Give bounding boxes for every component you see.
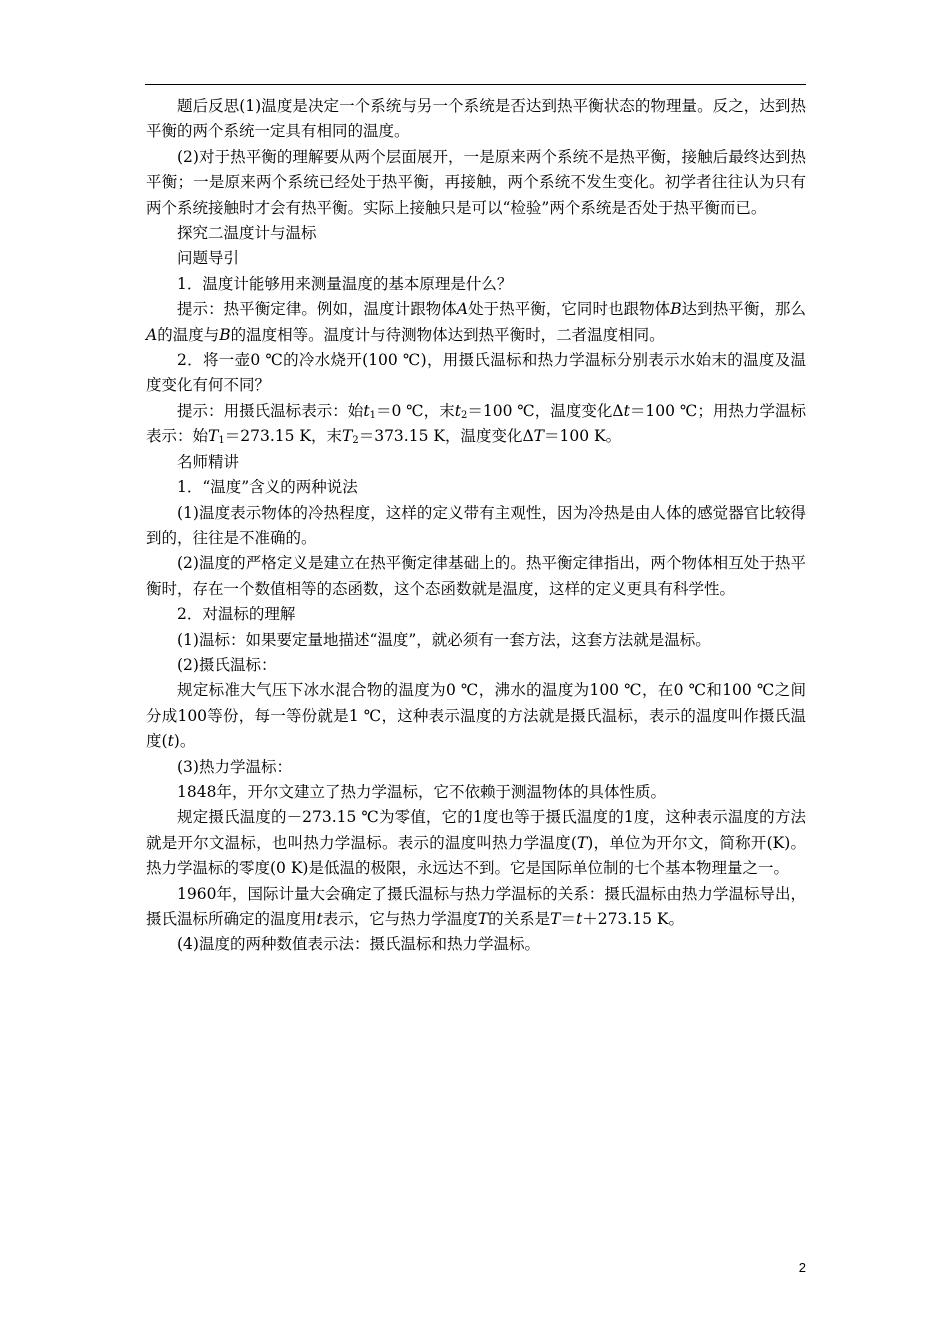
question-2: 2．将一壶0 ℃的冷水烧开(100 ℃)，用摄氏温标和热力学温标分别表示水始末的温度及温度变化有何不同？ (146, 351, 806, 395)
point-1-item-2: (2)温度的严格定义是建立在热平衡定律基础上的。热平衡定律指出，两个物体相互处于热平衡时，存在一个数值相等的态函数，这个态函数就是温度，这样的定义更具有科学性。 (146, 554, 806, 598)
subheading-expert-lecture: 名师精讲 (177, 452, 240, 471)
subheading-question-guide: 问题导引 (177, 249, 240, 268)
point-2-item-2: (2)摄氏温标： (177, 655, 277, 674)
point-2-item-4: (4)温度的两种数值表示法：摄氏温标和热力学温标。 (177, 935, 540, 954)
paragraph-reflection-2: (2)对于热平衡的理解要从两个层面展开，一是原来两个系统不是热平衡，接触后最终达到热平衡；一是原来两个系统已经处于热平衡，再接触，两个系统不发生变化。初学者往往认为只有两个系统接触时才会有热平衡。实际上接触只是可以“检验”两个系统是否处于热平衡而已。 (146, 147, 806, 217)
scale-relation: 1960年，国际计量大会确定了摄氏温标与热力学温标的关系：摄氏温标由热力学温标导出，摄氏温标所确定的温度用t表示，它与热力学温度T的关系是T＝t＋273.15 K。 (146, 884, 806, 928)
hint-2: 提示：用摄氏温标表示：始$t_1=0$ ℃，末$t_2=100$ ℃，温度变化Δt＝100 ℃；用热力学温标表示：始$T_1=273.15$ K，末$T_2=373.15$ K，温度变化ΔT＝100 K。 (146, 401, 806, 447)
point-2-heading: 2．对温标的理解 (177, 605, 296, 624)
point-2-item-1: (1)温标：如果要定量地描述“温度”，就必须有一套方法，这套方法就是温标。 (177, 630, 711, 649)
paragraph-reflection-1: 题后反思(1)温度是决定一个系统与另一个系统是否达到热平衡状态的物理量。反之，达到热平衡的两个系统一定具有相同的温度。 (146, 97, 806, 141)
point-1-heading: 1．“温度”含义的两种说法 (177, 478, 358, 497)
document-body (146, 94, 806, 958)
kelvin-history: 1848年，开尔文建立了热力学温标，它不依赖于测温物体的具体性质。 (177, 782, 666, 801)
header-rule (145, 84, 806, 85)
point-2-item-3: (3)热力学温标： (177, 757, 292, 776)
celsius-definition: 规定标准大气压下冰水混合物的温度为0 ℃，沸水的温度为100 ℃，在0 ℃和100 ℃之间分成100等份，每一等份就是1 ℃，这种表示温度的方法就是摄氏温标，表示的温度叫作摄氏温度(t)。 (146, 681, 806, 751)
page-number: 2 (798, 1260, 806, 1275)
point-1-item-1: (1)温度表示物体的冷热程度，这样的定义带有主观性，因为冷热是由人体的感觉器官比较得到的，往往是不准确的。 (146, 503, 806, 547)
question-1: 1．温度计能够用来测量温度的基本原理是什么？ (177, 274, 513, 293)
hint-1: 提示：热平衡定律。例如，温度计跟物体A处于热平衡，它同时也跟物体B达到热平衡，那么A的温度与B的温度相等。温度计与待测物体达到热平衡时，二者温度相同。 (146, 300, 806, 344)
section-heading-explore-2: 探究二温度计与温标 (177, 224, 317, 243)
kelvin-definition: 规定摄氏温度的－273.15 ℃为零值，它的1度也等于摄氏温度的1度，这种表示温度的方法就是开尔文温标，也叫热力学温标。表示的温度叫热力学温度(T)，单位为开尔文，简称开(K)。热力学温标的零度(0 K)是低温的极限，永远达不到。它是国际单位制的七个基本物理量之一。 (146, 808, 806, 878)
